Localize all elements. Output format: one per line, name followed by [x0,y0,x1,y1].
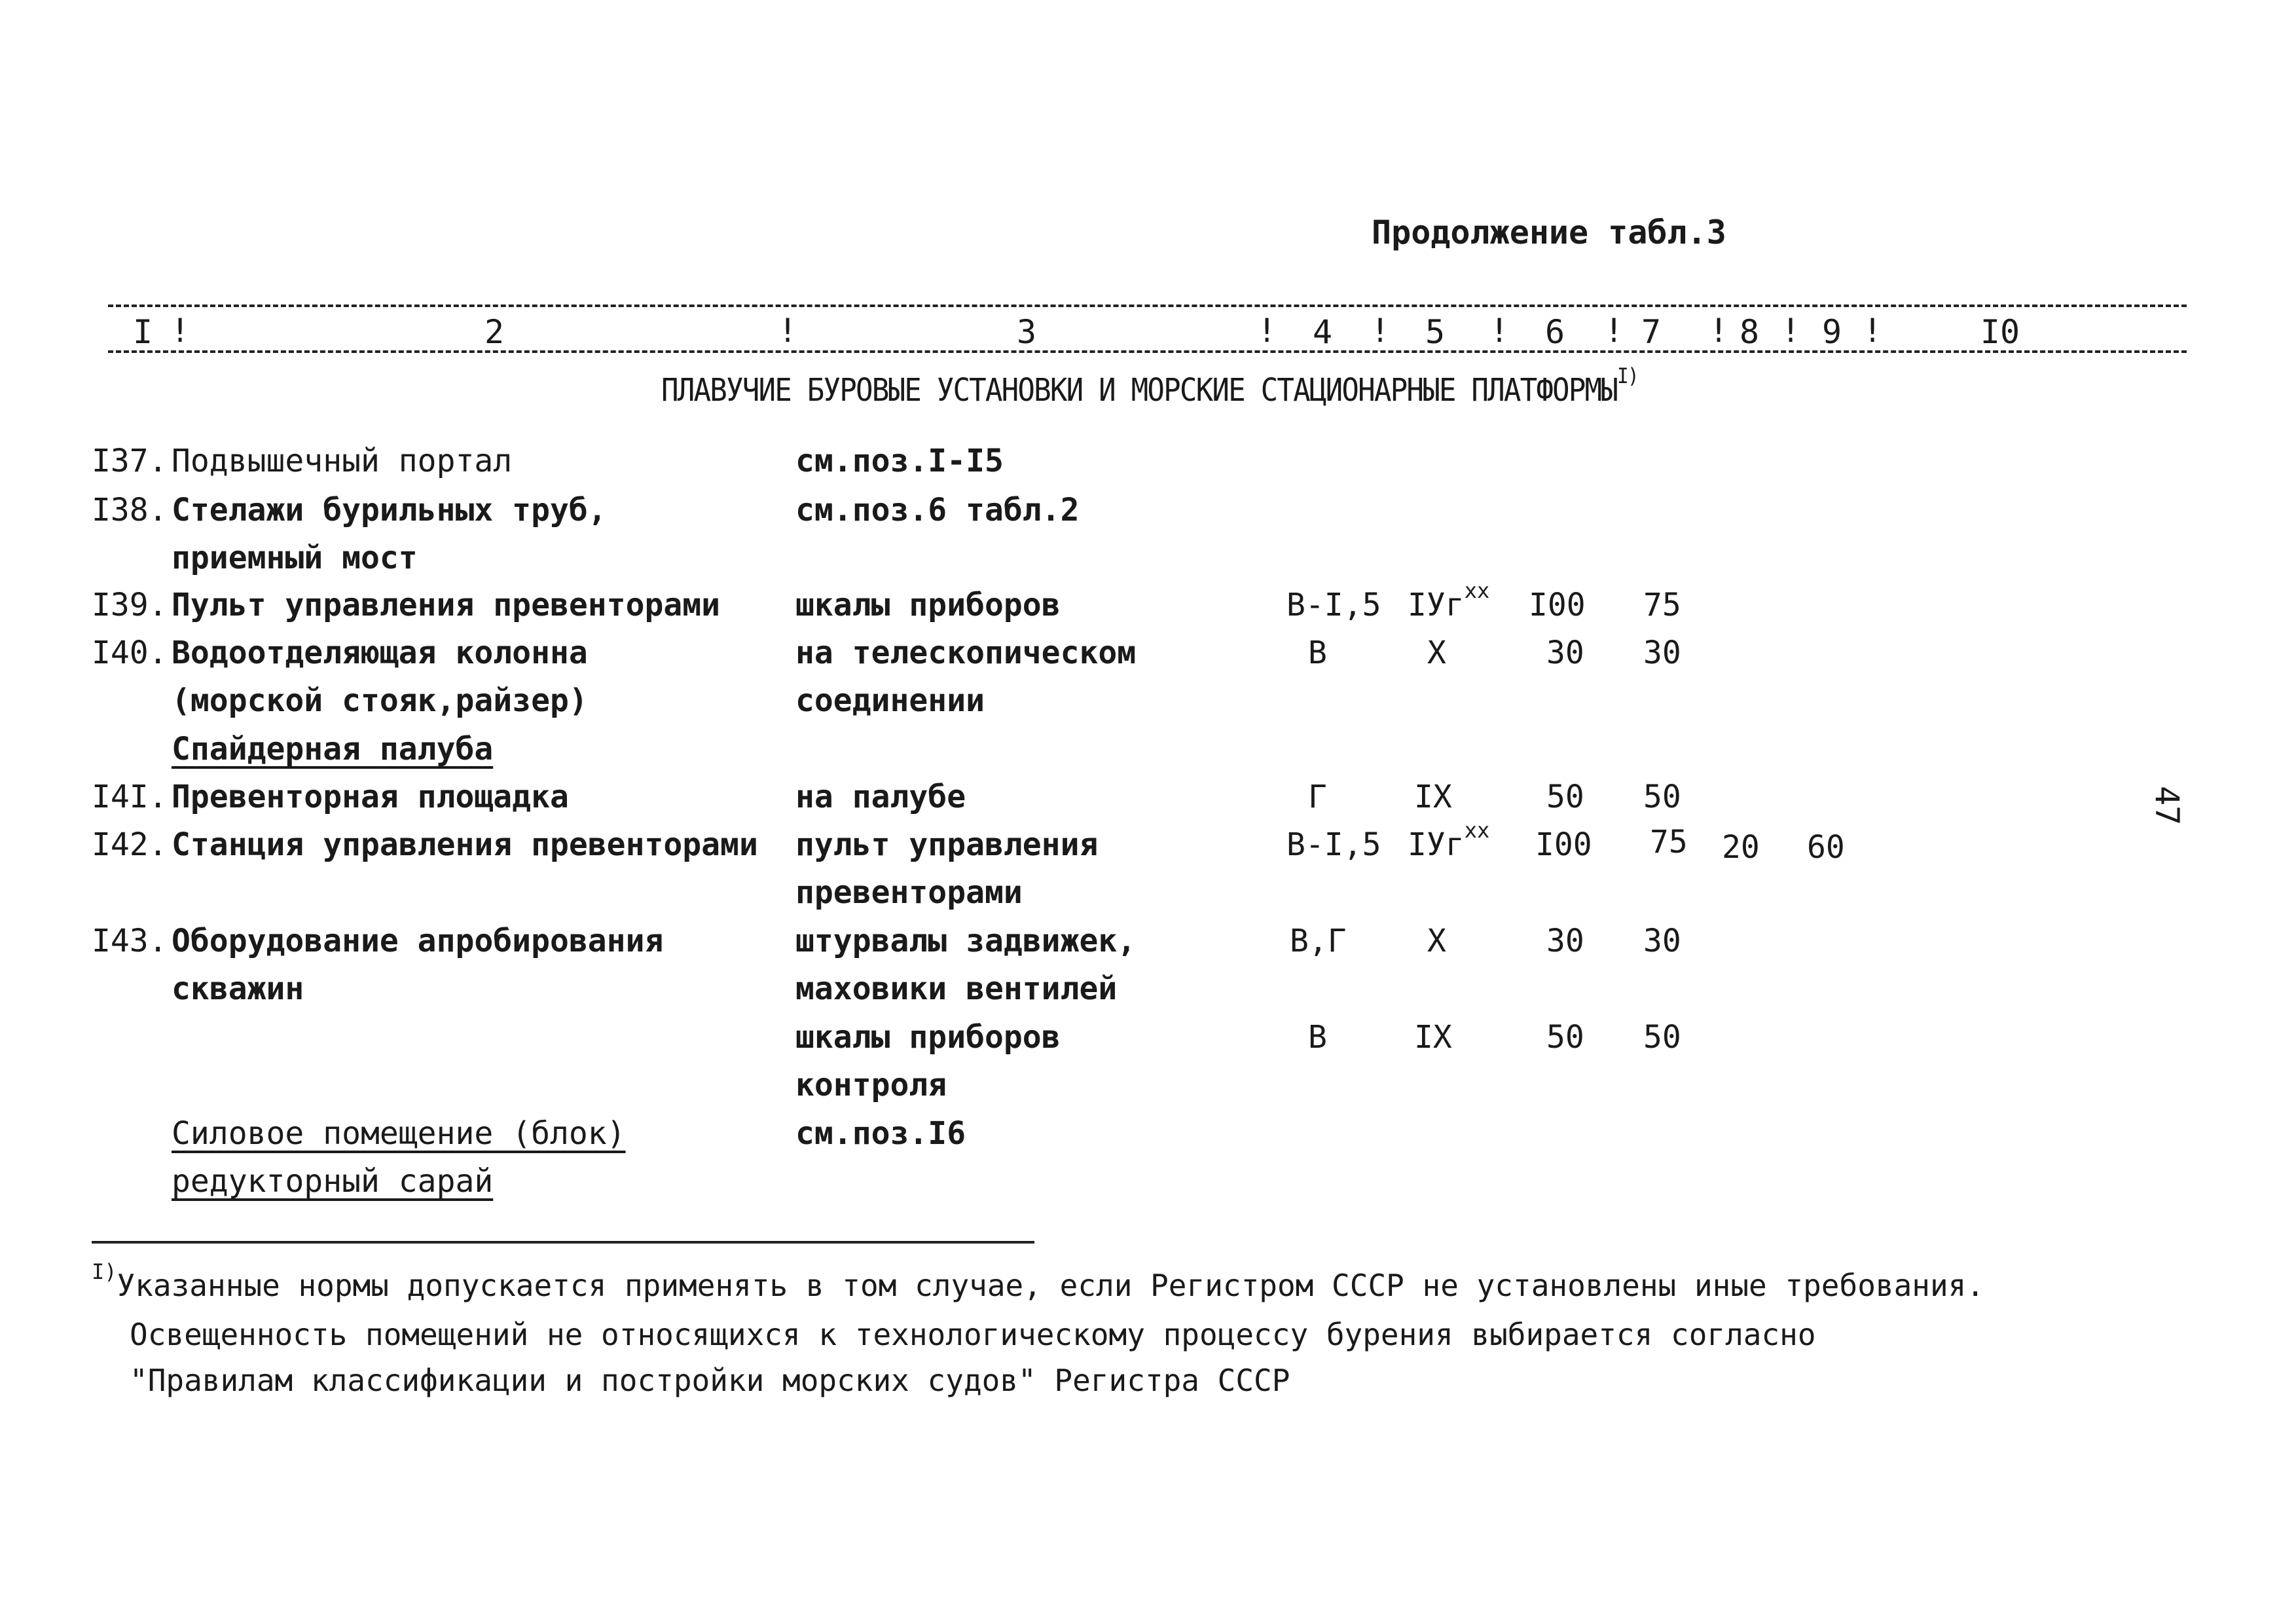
subheading-power-room: Силовое помещение (блок) [172,1115,626,1152]
footnote-rule [92,1241,1034,1244]
row-number: I4I. [92,779,168,815]
row-location: шкалы приборов [795,587,1061,623]
header-col-2: 2 [484,313,505,351]
cell-col-7: 30 [1643,923,1681,959]
cell-col-8: 20 [1722,829,1760,866]
header-col-6: 6 [1544,313,1565,351]
footnote-text: Указанные нормы допускается применять в том случае, если Регистром СССР не установлены иные требования. [117,1268,1985,1303]
cell-col-5 [1408,578,1490,623]
row-location: пульт управления [795,826,1099,863]
row-name: Пульт управления превенторами [172,587,721,623]
header-separator: ! [1603,312,1624,350]
cell-col-5-value: IУг [1408,826,1465,863]
row-name-continued: приемный мост [172,540,418,576]
row-location-continued: соединении [795,682,985,719]
row-location-continued: превенторами [795,874,1023,911]
cell-col-9: 60 [1807,829,1845,866]
row-name-continued: скважин [172,970,304,1007]
cell-col-6: 50 [1546,1019,1584,1056]
row-name: Подвышечный портал [172,443,513,479]
header-separator: ! [777,312,798,350]
table-continuation-caption: Продолжение табл.3 [1372,213,1726,251]
cell-col-7: 30 [1643,635,1681,671]
row-name: Станция управления превенторами [172,826,758,863]
row-name: Превенторная площадка [172,779,569,815]
header-bottom-rule [108,350,2187,353]
header-col-3: 3 [1016,313,1037,351]
row-number: I42. [92,826,168,863]
row-location: на палубе [795,779,966,815]
footnote-mark: I) [92,1259,117,1284]
row-number: I37. [92,443,168,479]
row-location: штурвалы задвижек, [795,923,1137,959]
cell-col-4: В [1308,635,1327,671]
header-separator: ! [1780,312,1801,350]
cell-col-5-mark: хх [1464,818,1490,843]
cell-col-6: 50 [1546,779,1584,815]
cell-col-5-value: IУг [1408,587,1465,623]
cell-col-4: В-I,5 [1286,826,1381,863]
cell-col-4: В,Г [1290,923,1347,959]
row-location: шкалы приборов [795,1019,1061,1056]
row-location: см.поз.6 табл.2 [795,492,1080,528]
header-col-8: 8 [1739,313,1760,351]
header-separator: ! [1370,312,1391,350]
footnote-line-2: Освещенность помещений не относящихся к технологическому процессу бурения выбирается согласно [130,1317,1816,1352]
row-location-continued: маховики вентилей [795,970,1118,1007]
cell-col-5: Х [1427,923,1446,959]
cell-col-5: IХ [1414,1019,1452,1056]
header-col-7: 7 [1641,313,1662,351]
row-name: Водоотделяющая колонна [172,635,588,671]
cell-col-6: I00 [1535,826,1592,863]
header-separator: ! [1708,312,1729,350]
row-location: на телескопическом [795,635,1137,671]
header-col-9: 9 [1821,313,1842,351]
header-separator: ! [1862,312,1883,350]
cell-col-5: Х [1427,635,1446,671]
header-col-10: I0 [1980,313,2020,351]
subheading-power-room-continued: редукторный сарай [172,1163,494,1200]
row-name-continued: (морской стояк,райзер) [172,682,588,719]
footnote-line-3: "Правилам классификации и постройки морских судов" Регистра СССР [130,1363,1290,1398]
section-title-text: ПЛАВУЧИЕ БУРОВЫЕ УСТАНОВКИ И МОРСКИЕ СТАЦИОНАРНЫЕ ПЛАТФОРМЫ [661,372,1618,409]
row-number: I43. [92,923,168,959]
row-location: см.поз.I6 [795,1115,966,1152]
footnote-line-1 [92,1259,1985,1303]
cell-col-7: 50 [1643,1019,1681,1056]
header-col-1: I [132,313,153,351]
header-separator: ! [1489,312,1510,350]
cell-col-5-mark: хх [1464,578,1490,603]
row-number: I40. [92,635,168,671]
header-top-rule [108,304,2187,307]
header-col-5: 5 [1425,313,1446,351]
cell-col-7: 75 [1643,587,1681,623]
subheading-spider-deck: Спайдерная палуба [172,731,494,767]
cell-col-6: 30 [1546,635,1584,671]
row-name: Оборудование апробирования [172,923,664,959]
header-col-4: 4 [1312,313,1333,351]
row-location: см.поз.I-I5 [795,443,1004,479]
header-separator: ! [170,312,191,350]
cell-col-6: 30 [1546,923,1584,959]
cell-col-5 [1408,818,1490,863]
page-number: 47 [2148,786,2186,826]
row-location-continued: контроля [795,1067,947,1103]
section-title-footnote-mark: I) [1617,363,1638,388]
cell-col-6: I00 [1529,587,1586,623]
section-title [661,363,1638,409]
row-number: I39. [92,587,168,623]
cell-col-4: Г [1308,779,1327,815]
cell-col-7: 75 [1650,824,1688,860]
cell-col-4: В-I,5 [1286,587,1381,623]
header-separator: ! [1256,312,1277,350]
cell-col-5: IХ [1414,779,1452,815]
row-number: I38. [92,492,168,528]
cell-col-4: В [1308,1019,1327,1056]
row-name: Стелажи бурильных труб, [172,492,607,528]
cell-col-7: 50 [1643,779,1681,815]
